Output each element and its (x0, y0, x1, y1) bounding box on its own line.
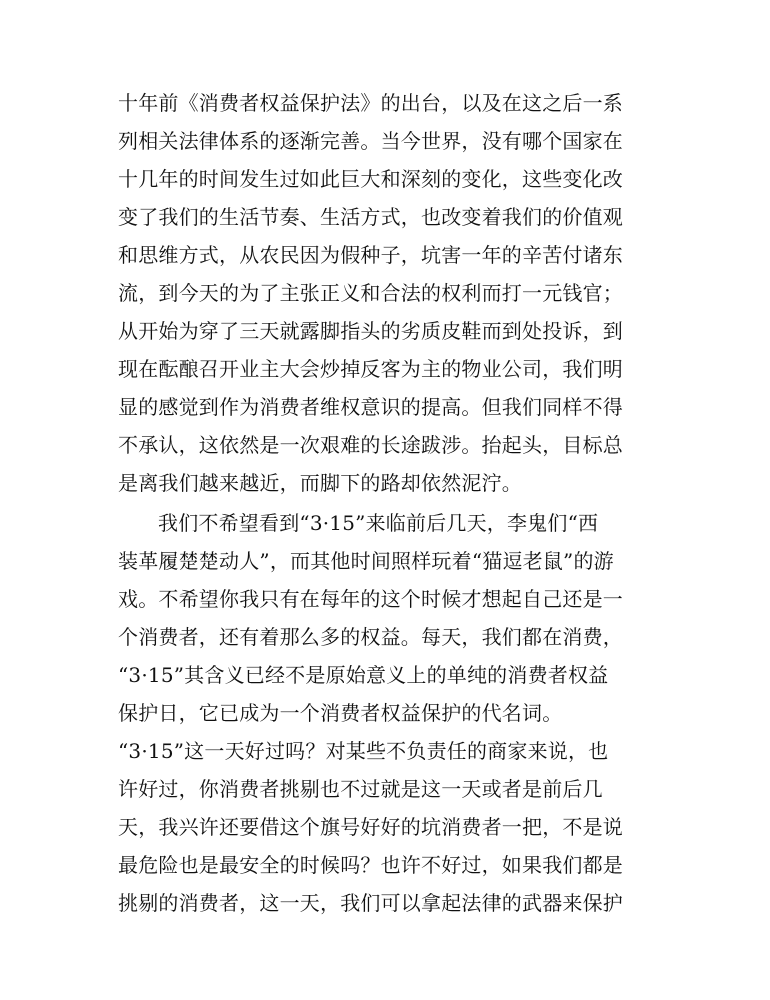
paragraph-first-line: 我们不希望看到“3·15”来临前后几天，李鬼们“西 (158, 511, 599, 535)
text-line: 天，我兴许还要借这个旗号好好的坑消费者一把，不是说 (118, 815, 623, 839)
text-line: 戏。不希望你我只有在每年的这个时候才想起自己还是一 (118, 587, 623, 611)
text-line: 和思维方式，从农民因为假种子，坑害一年的辛苦付诸东 (118, 243, 623, 267)
text-line: 最危险也是最安全的时候吗？也许不好过，如果我们都是 (118, 853, 623, 877)
text-line: 十几年的时间发生过如此巨大和深刻的变化，这些变化改 (118, 167, 623, 191)
text-line: 许好过，你消费者挑剔也不过就是这一天或者是前后几 (118, 777, 603, 801)
text-line: 是离我们越来越近，而脚下的路却依然泥泞。 (118, 471, 522, 495)
text-line: 不承认，这依然是一次艰难的长途跋涉。抬起头，目标总 (118, 433, 623, 457)
text-line: 显的感觉到作为消费者维权意识的提高。但我们同样不得 (118, 395, 623, 419)
text-line: 现在酝酿召开业主大会炒掉反客为主的物业公司，我们明 (118, 357, 623, 381)
text-line: 十年前《消费者权益保护法》的出台，以及在这之后一系 (118, 91, 623, 115)
text-line: 从开始为穿了三天就露脚指头的劣质皮鞋而到处投诉，到 (118, 319, 623, 343)
text-line: 个消费者，还有着那么多的权益。每天，我们都在消费， (118, 625, 623, 649)
text-line: 流，到今天的为了主张正义和合法的权利而打一元钱官； (118, 281, 623, 305)
text-line: 挑剔的消费者，这一天，我们可以拿起法律的武器来保护 (118, 891, 623, 915)
text-line: 保护日，它已成为一个消费者权益保护的代名词。 (118, 701, 563, 725)
text-line: 装革履楚楚动人”，而其他时间照样玩着“猫逗老鼠”的游 (118, 549, 614, 573)
text-line: 变了我们的生活节奏、生活方式，也改变着我们的价值观 (118, 205, 623, 229)
text-line: 列相关法律体系的逐渐完善。当今世界，没有哪个国家在 (118, 129, 623, 153)
text-line: “3·15”这一天好过吗？对某些不负责任的商家来说，也 (118, 739, 609, 763)
text-line: “3·15”其含义已经不是原始意义上的单纯的消费者权益 (118, 663, 609, 687)
